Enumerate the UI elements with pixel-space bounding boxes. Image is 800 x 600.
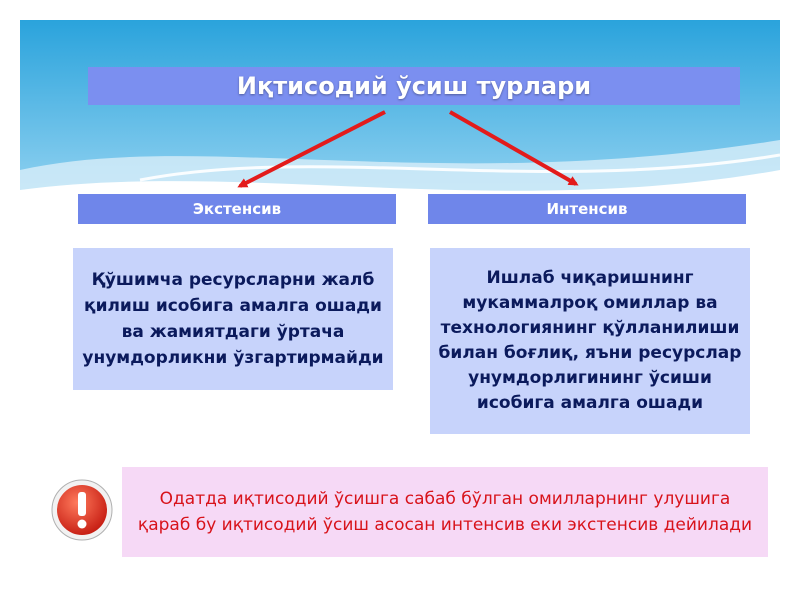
sky-background — [20, 20, 780, 220]
type-extensive-header — [78, 194, 396, 224]
note-text: Одатда иқтисодий ўсишга сабаб бўлган омилларнинг улушига қараб бу иқтисодий ўсиш асосан интенсив еки экстенсив дейилади — [137, 489, 753, 535]
note-box — [122, 467, 768, 557]
type-intensive-description: Ишлаб чиқаришнинг мукаммалроқ омиллар ва технологиянинг қўлланилиши билан боғлиқ, яъни ресурслар унумдорлигининг ўсиши исобига амалга ошади — [438, 268, 742, 413]
type-extensive-description-box — [73, 248, 393, 390]
type-intensive-label: Интенсив — [546, 200, 628, 218]
title-box — [88, 67, 740, 105]
diagram-title: Иқтисодий ўсиш турлари — [236, 72, 592, 100]
type-intensive-description-box — [430, 248, 750, 434]
type-extensive-label: Экстенсив — [192, 200, 282, 218]
type-intensive-header — [428, 194, 746, 224]
exclamation-circle-icon — [50, 478, 114, 542]
slide — [20, 20, 780, 580]
type-extensive-description: Қўшимча ресурсларни жалб қилиш исобига амалга ошади ва жамиятдаги ўртача унумдорликни ўзгартирмайди — [82, 270, 384, 368]
